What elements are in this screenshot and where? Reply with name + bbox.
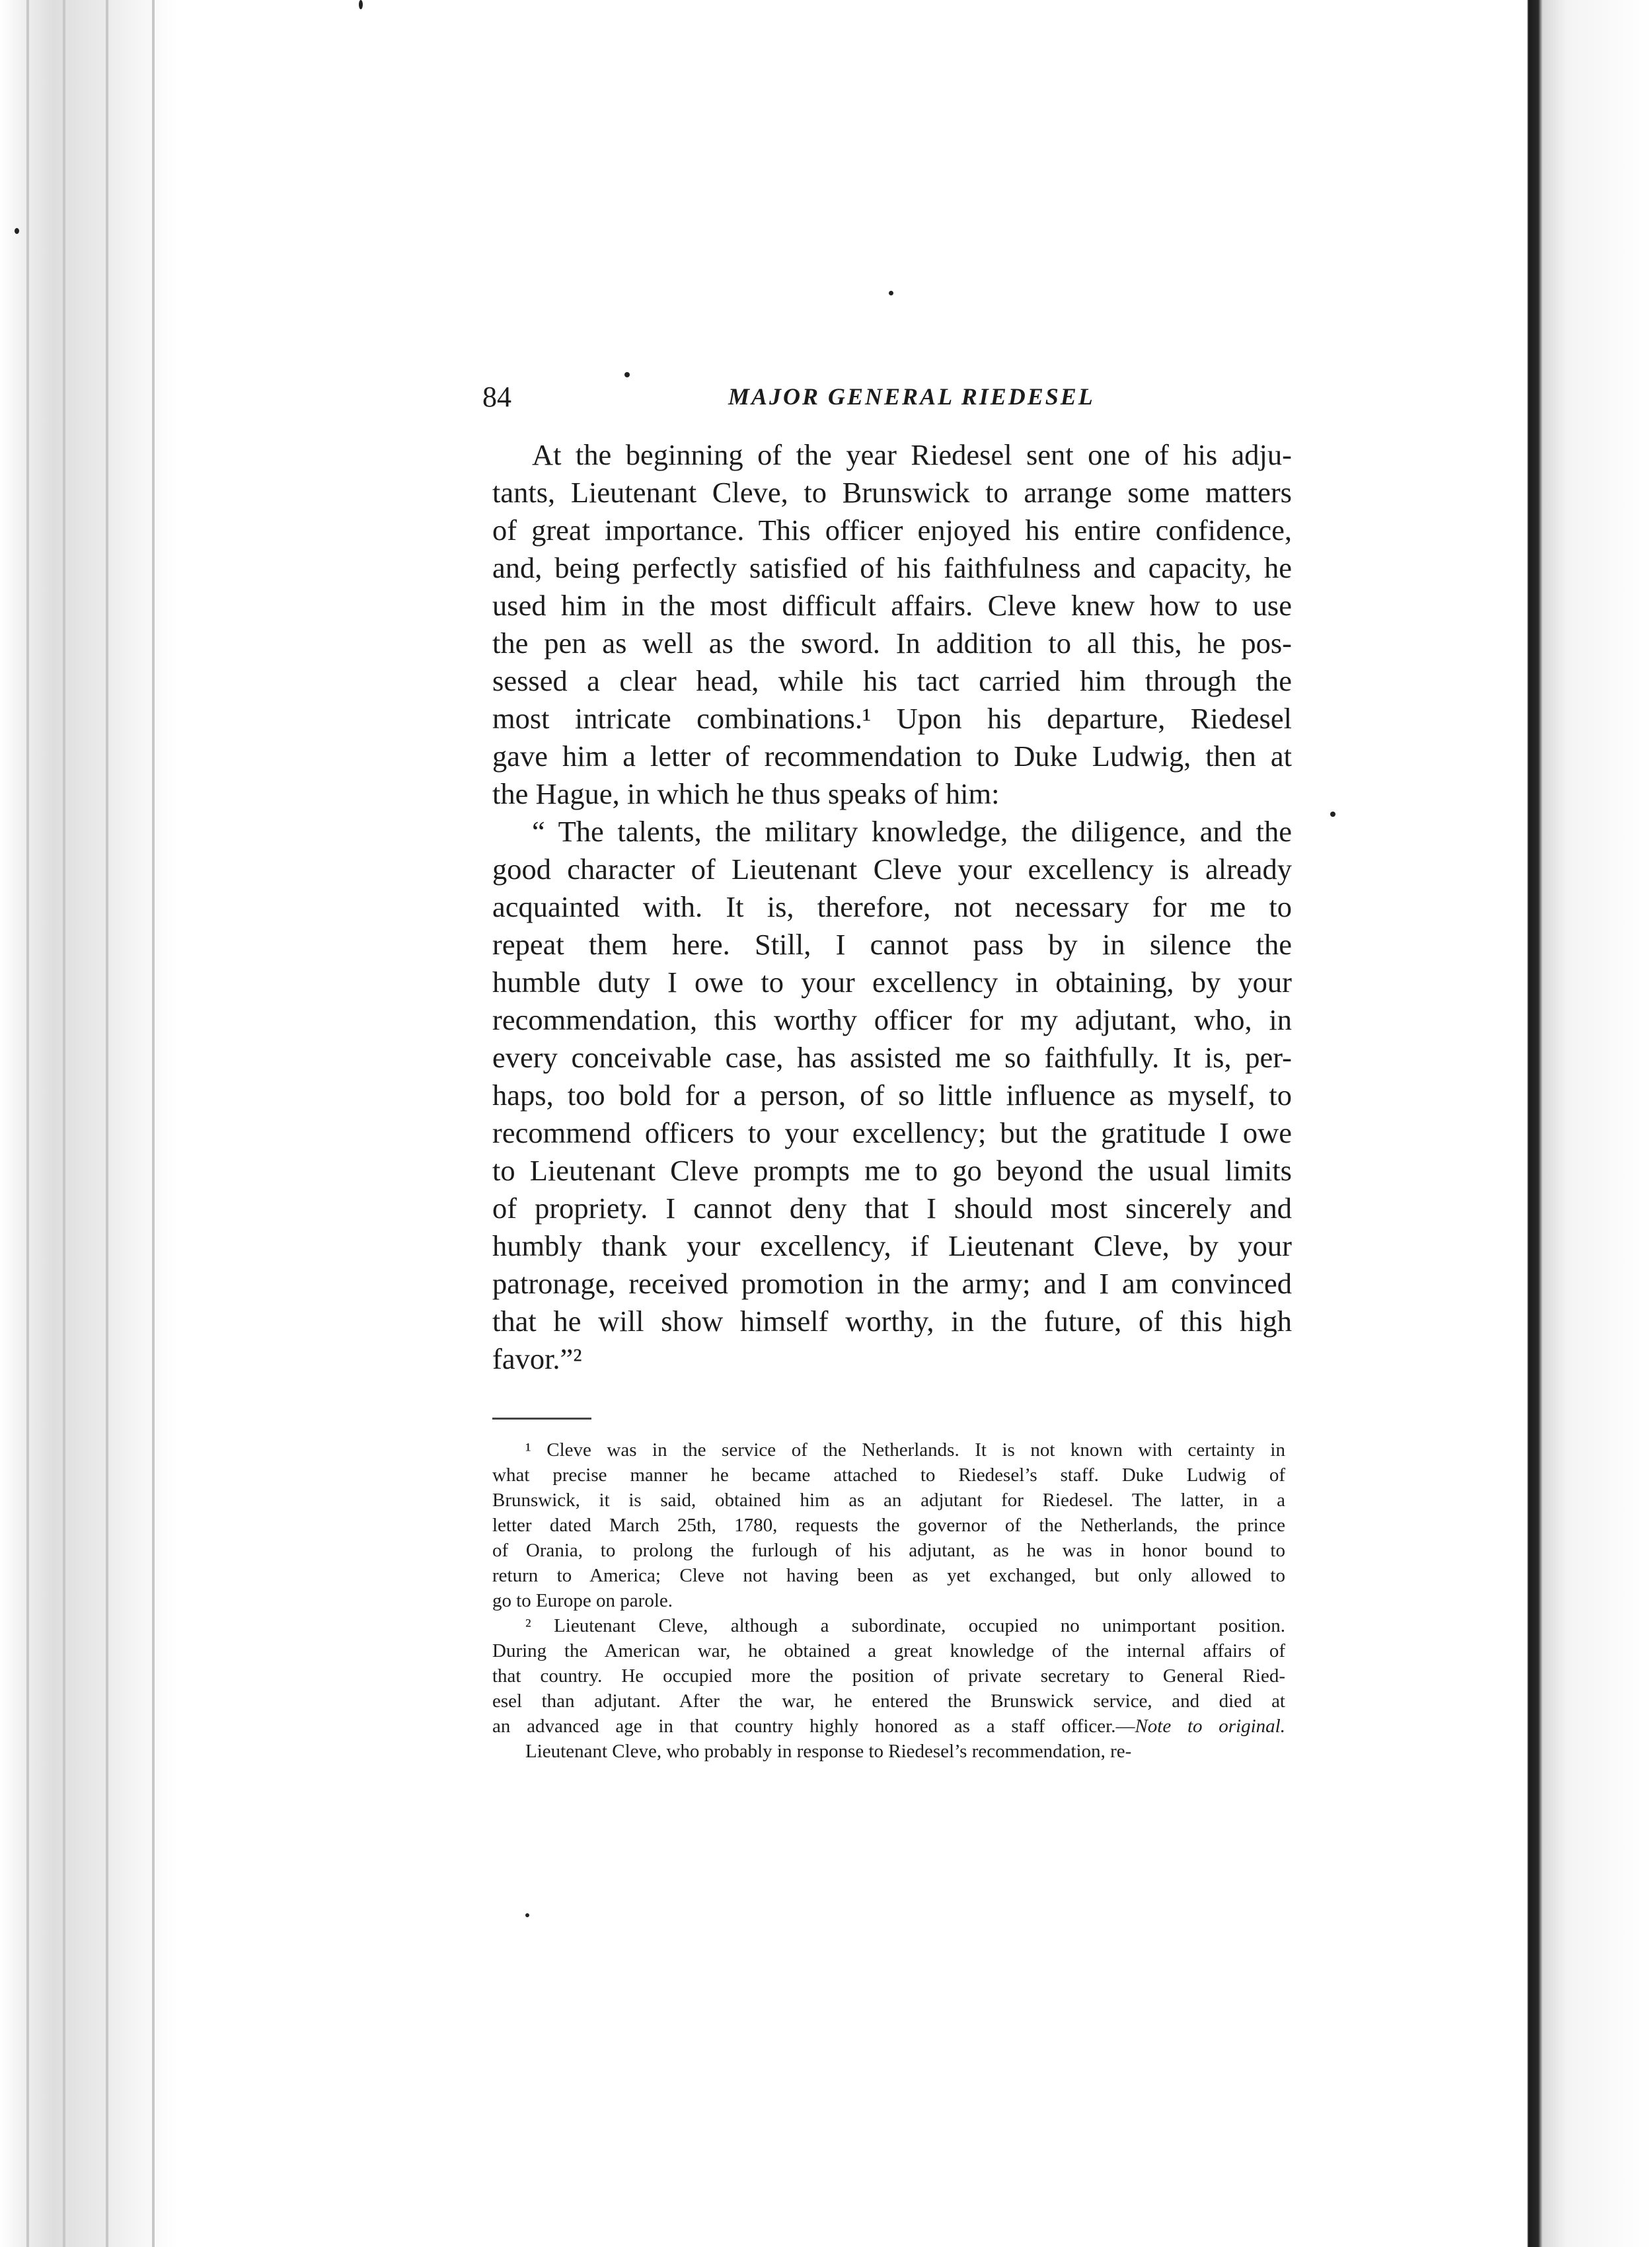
page-edge-right [1510, 0, 1652, 2247]
text-line: recommend officers to your excellency; but the gratitude I owe [492, 1116, 1292, 1149]
scan-speck [15, 228, 19, 234]
text-line: every conceivable case, has assisted me so faithfully. It is, per- [492, 1041, 1292, 1074]
footnote-line: that country. He occupied more the position of private secretary to General Ried- [492, 1665, 1285, 1687]
text-line: favor.”² [492, 1342, 582, 1375]
footnote-line: ¹ Cleve was in the service of the Netherlands. It is not known with certainty in [525, 1439, 1285, 1461]
footnote-line-text: an advanced age in that country highly honored as a staff officer.— [492, 1716, 1135, 1737]
text-line: At the beginning of the year Riedesel sent one of his adju- [532, 438, 1292, 471]
text-line: patronage, received promotion in the army; and I am convinced [492, 1267, 1292, 1300]
text-line: the Hague, in which he thus speaks of him: [492, 777, 1000, 810]
footnote-line [492, 1714, 1285, 1739]
scan-speck [525, 1913, 529, 1917]
scan-speck [359, 0, 363, 9]
text-line: acquainted with. It is, therefore, not necessary for me to [492, 890, 1292, 923]
text-line: to Lieutenant Cleve prompts me to go beyond the usual limits [492, 1154, 1292, 1187]
text-line: of great importance. This officer enjoyed his entire confidence, [492, 514, 1292, 547]
footnote-line: of Orania, to prolong the furlough of his adjutant, as he was in honor bound to [492, 1540, 1285, 1561]
gutter-line [106, 0, 108, 2247]
text-line: haps, too bold for a person, of so little influence as myself, to [492, 1079, 1292, 1112]
scan-speck [889, 291, 893, 295]
text-line: tants, Lieutenant Cleve, to Brunswick to arrange some matters [492, 476, 1292, 509]
text-line: good character of Lieutenant Cleve your excellency is already [492, 853, 1292, 886]
text-line: of propriety. I cannot deny that I should most sincerely and [492, 1192, 1292, 1225]
footnote-line: letter dated March 25th, 1780, requests the governor of the Netherlands, the prince [492, 1515, 1285, 1536]
scan-gutter [0, 0, 178, 2247]
footnote-line: return to America; Cleve not having been as yet exchanged, but only allowed to [492, 1565, 1285, 1586]
footnote-line: Lieutenant Cleve, who probably in response to Riedesel’s recommendation, re- [525, 1741, 1132, 1762]
text-line: most intricate combinations.¹ Upon his departure, Riedesel [492, 702, 1292, 735]
footnote-line: Brunswick, it is said, obtained him as an adjutant for Riedesel. The latter, in a [492, 1490, 1285, 1511]
gutter-line [152, 0, 155, 2247]
text-line: that he will show himself worthy, in the future, of this high [492, 1305, 1292, 1338]
footnote-line: go to Europe on parole. [492, 1590, 673, 1611]
text-line: “ The talents, the military knowledge, the diligence, and the [532, 815, 1292, 848]
text-line: humble duty I owe to your excellency in obtaining, by your [492, 966, 1292, 999]
footnote-line: During the American war, he obtained a great knowledge of the internal affairs of [492, 1640, 1285, 1661]
footnote-line: esel than adjutant. After the war, he entered the Brunswick service, and died at [492, 1691, 1285, 1712]
footnote-line: what precise manner he became attached to Riedesel’s staff. Duke Ludwig of [492, 1465, 1285, 1486]
scan-speck [1330, 812, 1335, 817]
text-line: repeat them here. Still, I cannot pass by in silence the [492, 928, 1292, 961]
scan-speck [624, 372, 630, 377]
note-to-original: Note to original. [1135, 1716, 1285, 1737]
page-number: 84 [482, 381, 511, 413]
running-head-title: MAJOR GENERAL RIEDESEL [728, 383, 1095, 410]
running-head [482, 380, 1295, 420]
gutter-line [63, 0, 65, 2247]
gutter-line [26, 0, 29, 2247]
text-line: recommendation, this worthy officer for my adjutant, who, in [492, 1003, 1292, 1036]
text-line: the pen as well as the sword. In addition to all this, he pos- [492, 627, 1292, 660]
text-line: sessed a clear head, while his tact carried him through the [492, 664, 1292, 697]
text-line: gave him a letter of recommendation to Duke Ludwig, then at [492, 740, 1292, 773]
footnote-separator [492, 1418, 591, 1420]
footnote-line: ² Lieutenant Cleve, although a subordinate, occupied no unimportant position. [525, 1615, 1285, 1636]
text-line: humbly thank your excellency, if Lieutenant Cleve, by your [492, 1229, 1292, 1262]
text-line: and, being perfectly satisfied of his faithfulness and capacity, he [492, 551, 1292, 584]
body-text [492, 436, 1292, 1378]
footnotes [492, 1437, 1285, 1764]
text-line: used him in the most difficult affairs. Cleve knew how to use [492, 589, 1292, 622]
